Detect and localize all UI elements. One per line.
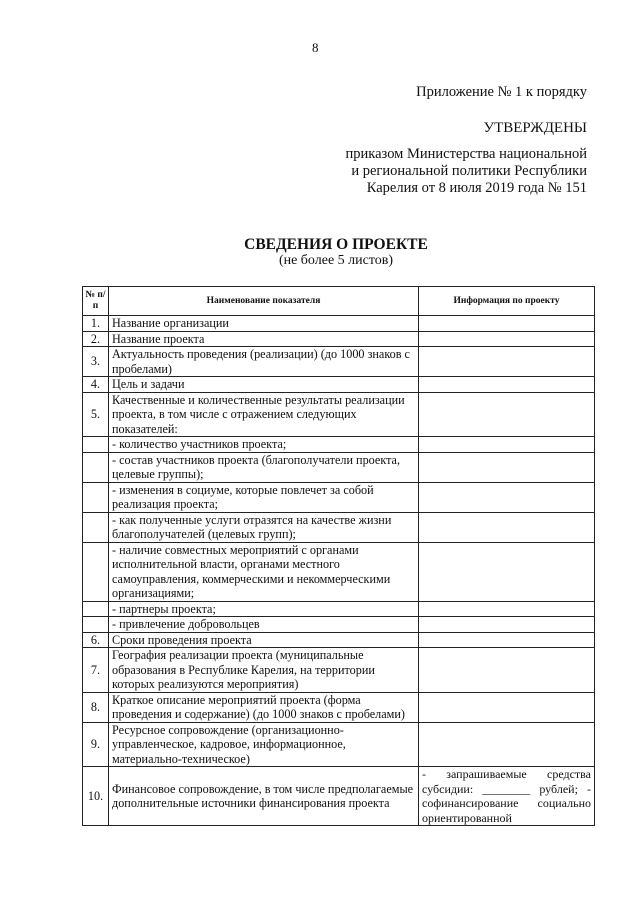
row-info-cell xyxy=(419,316,595,332)
row-number: 1. xyxy=(83,316,109,332)
table-row xyxy=(83,601,595,617)
row-info-cell xyxy=(419,437,595,453)
row-indicator: Финансовое сопровождение, в том числе предполагаемые дополнительные источники финансирования проекта xyxy=(109,767,419,826)
row-info-cell xyxy=(419,377,595,393)
row-info-cell xyxy=(419,452,595,482)
appendix-label: Приложение № 1 к порядку xyxy=(416,84,587,100)
row-info-cell xyxy=(419,722,595,767)
header-num: № п/п xyxy=(83,287,109,316)
row-info-cell xyxy=(419,632,595,648)
table-row xyxy=(83,617,595,633)
header-name: Наименование показателя xyxy=(109,287,419,316)
page-number: 8 xyxy=(312,40,319,55)
document-title: СВЕДЕНИЯ О ПРОЕКТЕ xyxy=(244,236,428,253)
row-info-cell xyxy=(419,542,595,601)
row-number xyxy=(83,542,109,601)
row-number: 9. xyxy=(83,722,109,767)
table-row xyxy=(83,452,595,482)
project-info-table xyxy=(82,286,595,826)
row-indicator: - состав участников проекта (благополучатели проекта, целевые группы); xyxy=(109,452,419,482)
order-line: приказом Министерства национальной xyxy=(345,146,587,162)
row-number: 8. xyxy=(83,692,109,722)
row-info-cell xyxy=(419,512,595,542)
row-info-cell xyxy=(419,347,595,377)
table-row xyxy=(83,767,595,826)
row-info-cell: - запрашиваемые средства субсидии: ________ рублей; - софинансирование социально ориентированной xyxy=(419,767,595,826)
table-row xyxy=(83,392,595,437)
header-info: Информация по проекту xyxy=(419,287,595,316)
table-row xyxy=(83,331,595,347)
row-number: 2. xyxy=(83,331,109,347)
table-row xyxy=(83,512,595,542)
row-number: 7. xyxy=(83,648,109,693)
row-indicator: - партнеры проекта; xyxy=(109,601,419,617)
row-indicator: Название организации xyxy=(109,316,419,332)
row-indicator: Название проекта xyxy=(109,331,419,347)
approved-label: УТВЕРЖДЕНЫ xyxy=(483,120,587,136)
table-row xyxy=(83,542,595,601)
row-info-cell xyxy=(419,331,595,347)
row-number xyxy=(83,601,109,617)
row-number xyxy=(83,617,109,633)
row-indicator: Качественные и количественные результаты реализации проекта, в том числе с отражением следующих показателей: xyxy=(109,392,419,437)
table-row xyxy=(83,648,595,693)
row-info-cell xyxy=(419,392,595,437)
row-number: 3. xyxy=(83,347,109,377)
row-info-cell xyxy=(419,601,595,617)
row-number: 4. xyxy=(83,377,109,393)
table-row xyxy=(83,437,595,453)
row-indicator: Ресурсное сопровождение (организационно-управленческое, кадровое, информационное, материально-техническое) xyxy=(109,722,419,767)
row-number xyxy=(83,452,109,482)
row-number: 6. xyxy=(83,632,109,648)
order-line: Карелия от 8 июля 2019 года № 151 xyxy=(366,180,587,196)
row-indicator: - как полученные услуги отразятся на качестве жизни благополучателей (целевых групп); xyxy=(109,512,419,542)
row-info-cell xyxy=(419,692,595,722)
row-number xyxy=(83,437,109,453)
order-line: и региональной политики Республики xyxy=(351,163,587,179)
row-number xyxy=(83,512,109,542)
row-number: 10. xyxy=(83,767,109,826)
table-row xyxy=(83,316,595,332)
row-indicator: - наличие совместных мероприятий с органами исполнительной власти, органами местного самоуправления, коммерческими и некоммерческими организациями; xyxy=(109,542,419,601)
row-info-cell xyxy=(419,617,595,633)
table-row xyxy=(83,722,595,767)
table-row xyxy=(83,377,595,393)
table-row xyxy=(83,482,595,512)
row-info-cell xyxy=(419,648,595,693)
row-indicator: География реализации проекта (муниципальные образования в Республике Карелия, на территории которых реализуются мероприятия) xyxy=(109,648,419,693)
document-subtitle: (не более 5 листов) xyxy=(278,253,394,268)
table-header-row xyxy=(83,287,595,316)
row-indicator: - привлечение добровольцев xyxy=(109,617,419,633)
row-indicator: - изменения в социуме, которые повлечет за собой реализация проекта; xyxy=(109,482,419,512)
row-info-cell xyxy=(419,482,595,512)
table-row xyxy=(83,632,595,648)
row-indicator: Цель и задачи xyxy=(109,377,419,393)
row-number xyxy=(83,482,109,512)
row-indicator: - количество участников проекта; xyxy=(109,437,419,453)
table-row xyxy=(83,347,595,377)
row-indicator: Сроки проведения проекта xyxy=(109,632,419,648)
row-indicator: Краткое описание мероприятий проекта (форма проведения и содержание) (до 1000 знаков с пробелами) xyxy=(109,692,419,722)
row-number: 5. xyxy=(83,392,109,437)
row-indicator: Актуальность проведения (реализации) (до 1000 знаков с пробелами) xyxy=(109,347,419,377)
table-row xyxy=(83,692,595,722)
order-reference xyxy=(346,146,587,197)
